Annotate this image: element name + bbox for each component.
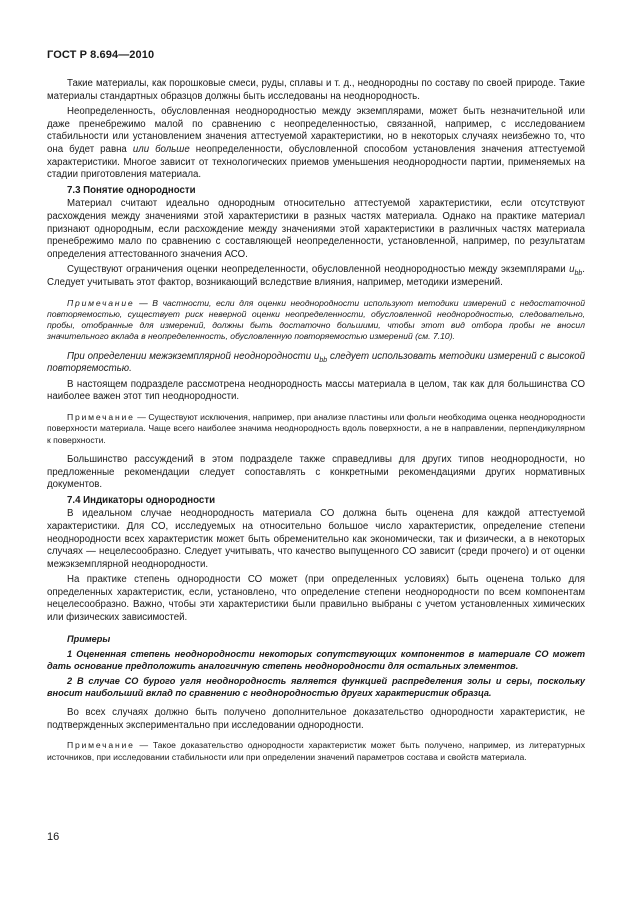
paragraph: На практике степень однородности СО может (при определенных условиях) быть оценена только для определенных характеристик, если, установлено, что определение степени неоднородности по всем компонентам нецелесообразно. Важно, чтобы эти характеристики были правильно выбраны с учетом установленных химических или физических зависимостей. <box>47 574 585 624</box>
note: Примечание — Такое доказательство однородности характеристик может быть получено, например, из литературных источников, при исследовании стабильности или при определении значений параметров состава и свойств материала. <box>47 740 585 762</box>
section-heading-7-4: 7.4 Индикаторы однородности <box>67 494 216 506</box>
section-heading-7-3: 7.3 Понятие однородности <box>67 184 196 196</box>
paragraph: В идеальном случае неоднородность материала СО должна быть оценена для каждой аттестуемой характеристики. Для СО, исследуемых на относительно большое число характеристик, определение степени неоднородности всех характеристик может быть обременительно как экономически, так и физически, а в некоторых случаях — нецелесообразно. Следует учитывать, что качество выпущенного СО зависит (среди прочего) и от оценки межэкземплярной неоднородности. <box>47 508 585 570</box>
paragraph: Такие материалы, как порошковые смеси, руды, сплавы и т. д., неоднородны по составу по своей природе. Такие материалы стандартных образцов должны быть исследованы на неоднородность. <box>47 78 585 102</box>
paragraph: В настоящем подразделе рассмотрена неоднородность массы материала в целом, так как для большинства СО наиболее важен этот тип неоднородности. <box>47 378 585 403</box>
note: Примечание — В частности, если для оценки неоднородности используют методики измерений с недостаточной повторяемостью, существует риск неверной оценки неопределенности, обусловленной неоднородностью, следовательно, пробы, отобранные для измерений, должны быть достаточно большими, чтобы этот вид отбора пробы не вносил значительного вклада в неопределенность, обусловленную повторяемостью измерений (см. 7.10). <box>47 297 585 342</box>
paragraph: Материал считают идеально однородным относительно аттестуемой характеристики, если отсутствуют расхождения между значениями этой характеристики в разных частях материала. Однако на практике материал признают однородным, если расхождение между значениями этой характеристики в различных частях материала пренебрежимо мало по сравнению с составляющей неопределенности, установленной, например, по результатам определения аттестованного значения АСО. <box>47 198 585 260</box>
paragraph: Неопределенность, обусловленная неоднородностью между экземплярами, может быть незначительной или даже пренебрежимо малой по сравнению с неопределенностью, связанной, например, с исследованием стабильности или установлением значения аттестуемой характеристики, но в некоторых случаях неизбежно то, что она будет равна или больше неопределенности, обусловленной способом установления значения аттестуемой характеристики. Многое зависит от технологических приемов уменьшения неоднородности партии, применяемых на стадии приготовления материала. <box>47 106 586 181</box>
note: Примечание — Существуют исключения, например, при анализе пластины или фольги необходима оценка неоднородности поверхности материала. Чаще всего наиболее значима неоднородность вдоль поверхности, а не в направлении, перпендикулярном к поверхности. <box>47 412 585 445</box>
page-number: 16 <box>47 831 60 843</box>
paragraph: Большинство рассуждений в этом подразделе также справедливы для других типов неоднородности, но предложенные рекомендации следует сопоставлять с конкретными рекомендациями других нормативных документов. <box>47 453 585 491</box>
paragraph: Во всех случаях должно быть получено дополнительное доказательство однородности характеристик, не подтвержденных экспериментально при исследовании однородности. <box>47 707 585 731</box>
examples-title: Примеры <box>67 633 111 644</box>
paragraph: При определении межэкземплярной неоднородности $u_{bb}$ следует использовать методики измерений с высокой повторяемостью. <box>47 350 585 375</box>
example-2: 2 В случае СО бурого угля неоднородность является функцией распределения золы и серы, поскольку вносит наибольший вклад по сравнению с неоднородностью других характеристик образца. <box>47 676 585 699</box>
standard-header: ГОСТ Р 8.694—2010 <box>47 49 155 61</box>
paragraph: Существуют ограничения оценки неопределенности, обусловленной неоднородностью между экземплярами $u_{bb}$. Следует учитывать этот фактор, возникающий вследствие влияния, например, методики измерений. <box>47 264 585 288</box>
document-body <box>47 78 585 766</box>
example-1: 1 Оцененная степень неоднородности некоторых сопутствующих компонентов в материале СО может дать основание предположить аналогичную степень неоднородности для остальных элементов. <box>47 649 585 672</box>
